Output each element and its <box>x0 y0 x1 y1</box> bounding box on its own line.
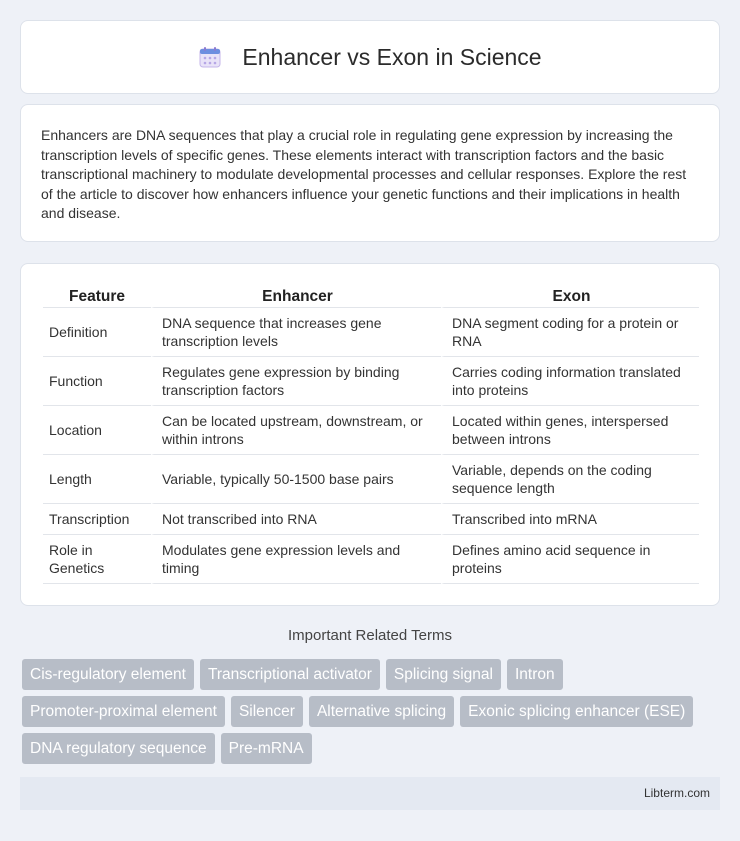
tag-cis-regulatory-element[interactable]: Cis-regulatory element <box>22 659 194 690</box>
feature-cell: Location <box>43 406 151 455</box>
feature-cell: Transcription <box>43 504 151 535</box>
exon-cell: DNA segment coding for a protein or RNA <box>441 308 699 357</box>
tag-alternative-splicing[interactable]: Alternative splicing <box>309 696 454 727</box>
exon-cell: Defines amino acid sequence in proteins <box>441 535 699 584</box>
column-header-feature: Feature <box>43 286 151 308</box>
related-terms-heading: Important Related Terms <box>288 627 452 644</box>
tag-dna-regulatory-sequence[interactable]: DNA regulatory sequence <box>22 733 215 764</box>
tags-row <box>22 659 722 690</box>
intro-paragraph: Enhancers are DNA sequences that play a crucial role in regulating gene expression by increasing the transcription levels of specific genes. These elements interact with transcription factors and the basic transcriptional machinery to modulate developmental processes and cellular responses. Explore the rest of the article to discover how enhancers influence your genetic functions and their implications in health and disease. <box>41 127 687 222</box>
tag-exonic-splicing-enhancer[interactable]: Exonic splicing enhancer (ESE) <box>460 696 693 727</box>
tag-promoter-proximal-element[interactable]: Promoter-proximal element <box>22 696 225 727</box>
table-row <box>43 535 699 584</box>
exon-cell: Located within genes, interspersed between introns <box>441 406 699 455</box>
table-header-row <box>43 286 699 308</box>
feature-cell: Function <box>43 357 151 406</box>
intro-card <box>20 104 720 242</box>
tags-row <box>22 696 722 727</box>
header-card <box>20 20 720 94</box>
table-row <box>43 455 699 504</box>
comparison-table <box>43 286 699 584</box>
column-header-enhancer: Enhancer <box>151 286 441 308</box>
footer <box>20 777 720 810</box>
enhancer-cell: Variable, typically 50-1500 base pairs <box>151 455 441 504</box>
enhancer-cell: Regulates gene expression by binding transcription factors <box>151 357 441 406</box>
page-title: Enhancer vs Exon in Science <box>242 43 542 70</box>
exon-cell: Transcribed into mRNA <box>441 504 699 535</box>
tag-transcriptional-activator[interactable]: Transcriptional activator <box>200 659 380 690</box>
calendar-icon <box>198 45 222 69</box>
table-row <box>43 357 699 406</box>
enhancer-cell: Not transcribed into RNA <box>151 504 441 535</box>
tag-intron[interactable]: Intron <box>507 659 563 690</box>
table-row <box>43 406 699 455</box>
table-row <box>43 308 699 357</box>
enhancer-cell: DNA sequence that increases gene transcription levels <box>151 308 441 357</box>
feature-cell: Definition <box>43 308 151 357</box>
tag-silencer[interactable]: Silencer <box>231 696 303 727</box>
exon-cell: Variable, depends on the coding sequence length <box>441 455 699 504</box>
column-header-exon: Exon <box>441 286 699 308</box>
enhancer-cell: Can be located upstream, downstream, or within introns <box>151 406 441 455</box>
feature-cell: Length <box>43 455 151 504</box>
tag-splicing-signal[interactable]: Splicing signal <box>386 659 501 690</box>
title-wrap <box>198 44 541 71</box>
enhancer-cell: Modulates gene expression levels and timing <box>151 535 441 584</box>
comparison-table-card <box>20 263 720 606</box>
tags-row <box>22 733 722 764</box>
feature-cell: Role in Genetics <box>43 535 151 584</box>
footer-site-link[interactable]: Libterm.com <box>643 786 710 800</box>
table-row <box>43 504 699 535</box>
tag-pre-mrna[interactable]: Pre-mRNA <box>221 733 312 764</box>
exon-cell: Carries coding information translated into proteins <box>441 357 699 406</box>
